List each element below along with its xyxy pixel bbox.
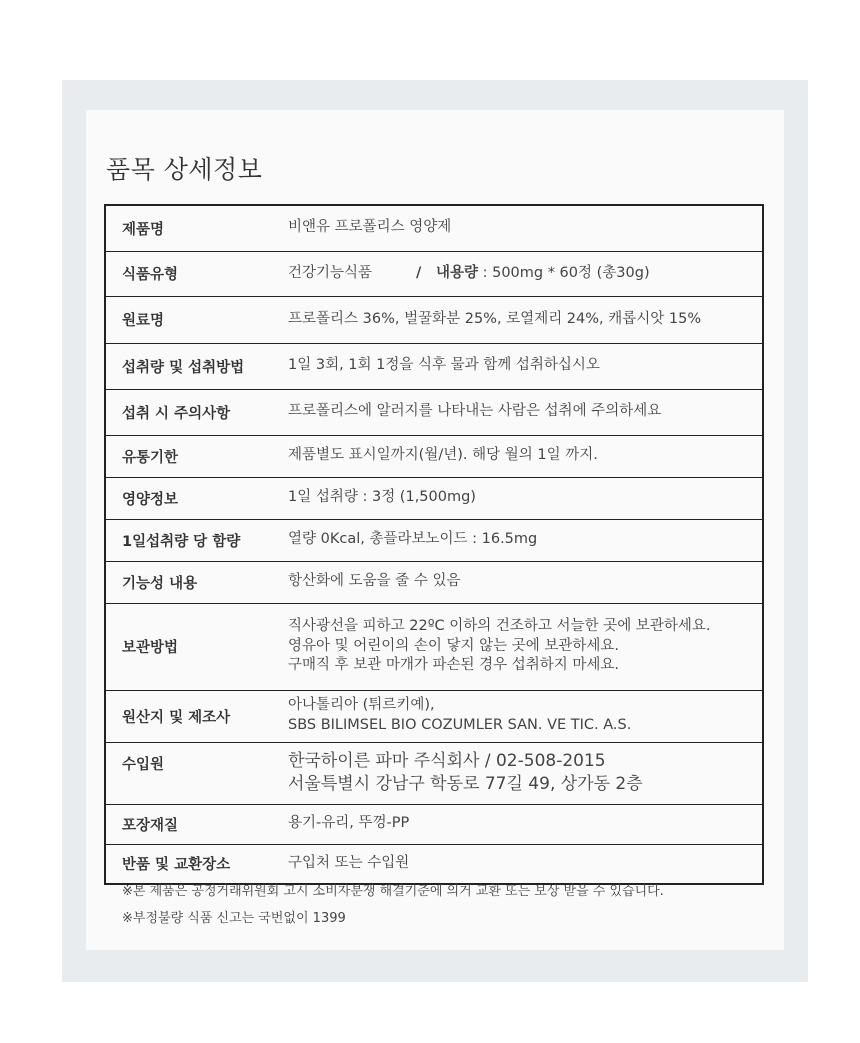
table-row xyxy=(105,296,763,343)
row-label: 포장재질 xyxy=(105,804,272,844)
food-type: 건강기능식품 xyxy=(288,264,373,281)
row-label: 기능성 내용 xyxy=(105,561,272,603)
row-label: 수입원 xyxy=(105,742,272,804)
importer-line: 한국하이른 파마 주식회사 / 02-508-2015 xyxy=(288,751,606,772)
product-spec-table xyxy=(104,204,764,885)
table-row xyxy=(105,844,763,884)
table-row xyxy=(105,435,763,477)
page-title: 품목 상세정보 xyxy=(106,155,263,184)
row-value: 항산화에 도움을 줄 수 있음 xyxy=(272,561,763,603)
row-label: 원산지 및 제조사 xyxy=(105,690,272,742)
storage-line: 구매직 후 보관 마개가 파손된 경우 섭취하지 마세요. xyxy=(288,657,620,674)
origin-line: 아나톨리아 (튀르키예), xyxy=(288,697,435,714)
importer-address-line: 서울특별시 강남구 학동로 77길 49, 상가동 2층 xyxy=(288,774,643,794)
content-label: 내용량 xyxy=(435,264,478,281)
row-label: 원료명 xyxy=(105,296,272,343)
row-label: 섭취량 및 섭취방법 xyxy=(105,343,272,389)
row-label: 1일섭취량 당 함량 xyxy=(105,519,272,561)
table-row xyxy=(105,343,763,389)
manufacturer-line: SBS BILIMSEL BIO COZUMLER SAN. VE TIC. A.S. xyxy=(288,717,632,733)
product-info-card xyxy=(86,110,784,950)
table-row xyxy=(105,804,763,844)
table-row xyxy=(105,603,763,690)
table-row xyxy=(105,477,763,519)
content-value: : 500mg * 60정 (총30g) xyxy=(482,264,650,281)
row-label: 영양정보 xyxy=(105,477,272,519)
row-label: 보관방법 xyxy=(105,603,272,690)
report-note: ※부정불량 식품 신고는 국번없이 1399 xyxy=(122,911,346,926)
row-value: 구입처 또는 수입원 xyxy=(272,844,763,884)
row-value: 1일 섭취량 : 3정 (1,500mg) xyxy=(272,477,763,519)
row-value xyxy=(272,690,763,742)
storage-line: 직사광선을 피하고 22ºC 이하의 건조하고 서늘한 곳에 보관하세요. xyxy=(288,618,711,635)
row-value xyxy=(272,603,763,690)
row-value xyxy=(272,251,763,296)
table-row xyxy=(105,205,763,251)
row-label: 제품명 xyxy=(105,205,272,251)
row-value: 비앤유 프로폴리스 영양제 xyxy=(272,205,763,251)
row-value: 1일 3회, 1회 1정을 식후 물과 함께 섭취하십시오 xyxy=(272,343,763,389)
row-value: 열량 0Kcal, 총플라보노이드 : 16.5mg xyxy=(272,519,763,561)
row-label: 반품 및 교환장소 xyxy=(105,844,272,884)
row-value: 용기-유리, 뚜껑-PP xyxy=(272,804,763,844)
table-row xyxy=(105,251,763,296)
table-row xyxy=(105,519,763,561)
table-row xyxy=(105,742,763,804)
separator: / xyxy=(416,264,422,281)
row-label: 식품유형 xyxy=(105,251,272,296)
table-row xyxy=(105,389,763,435)
refund-note: ※본 제품은 공정거래위원회 고시 소비자분쟁 해결기준에 의거 교환 또는 보상 받을 수 있습니다. xyxy=(122,884,664,899)
row-label: 유통기한 xyxy=(105,435,272,477)
row-value: 프로폴리스 36%, 벌꿀화분 25%, 로열제리 24%, 캐롭시앗 15% xyxy=(272,296,763,343)
table-row xyxy=(105,690,763,742)
row-label: 섭취 시 주의사항 xyxy=(105,389,272,435)
table-row xyxy=(105,561,763,603)
notes xyxy=(122,885,664,939)
row-value xyxy=(272,742,763,804)
row-value: 제품별도 표시일까지(월/년). 해당 월의 1일 까지. xyxy=(272,435,763,477)
storage-line: 영유아 및 어린이의 손이 닿지 않는 곳에 보관하세요. xyxy=(288,637,620,654)
outer-frame xyxy=(62,80,808,982)
row-value: 프로폴리스에 알러지를 나타내는 사람은 섭취에 주의하세요 xyxy=(272,389,763,435)
